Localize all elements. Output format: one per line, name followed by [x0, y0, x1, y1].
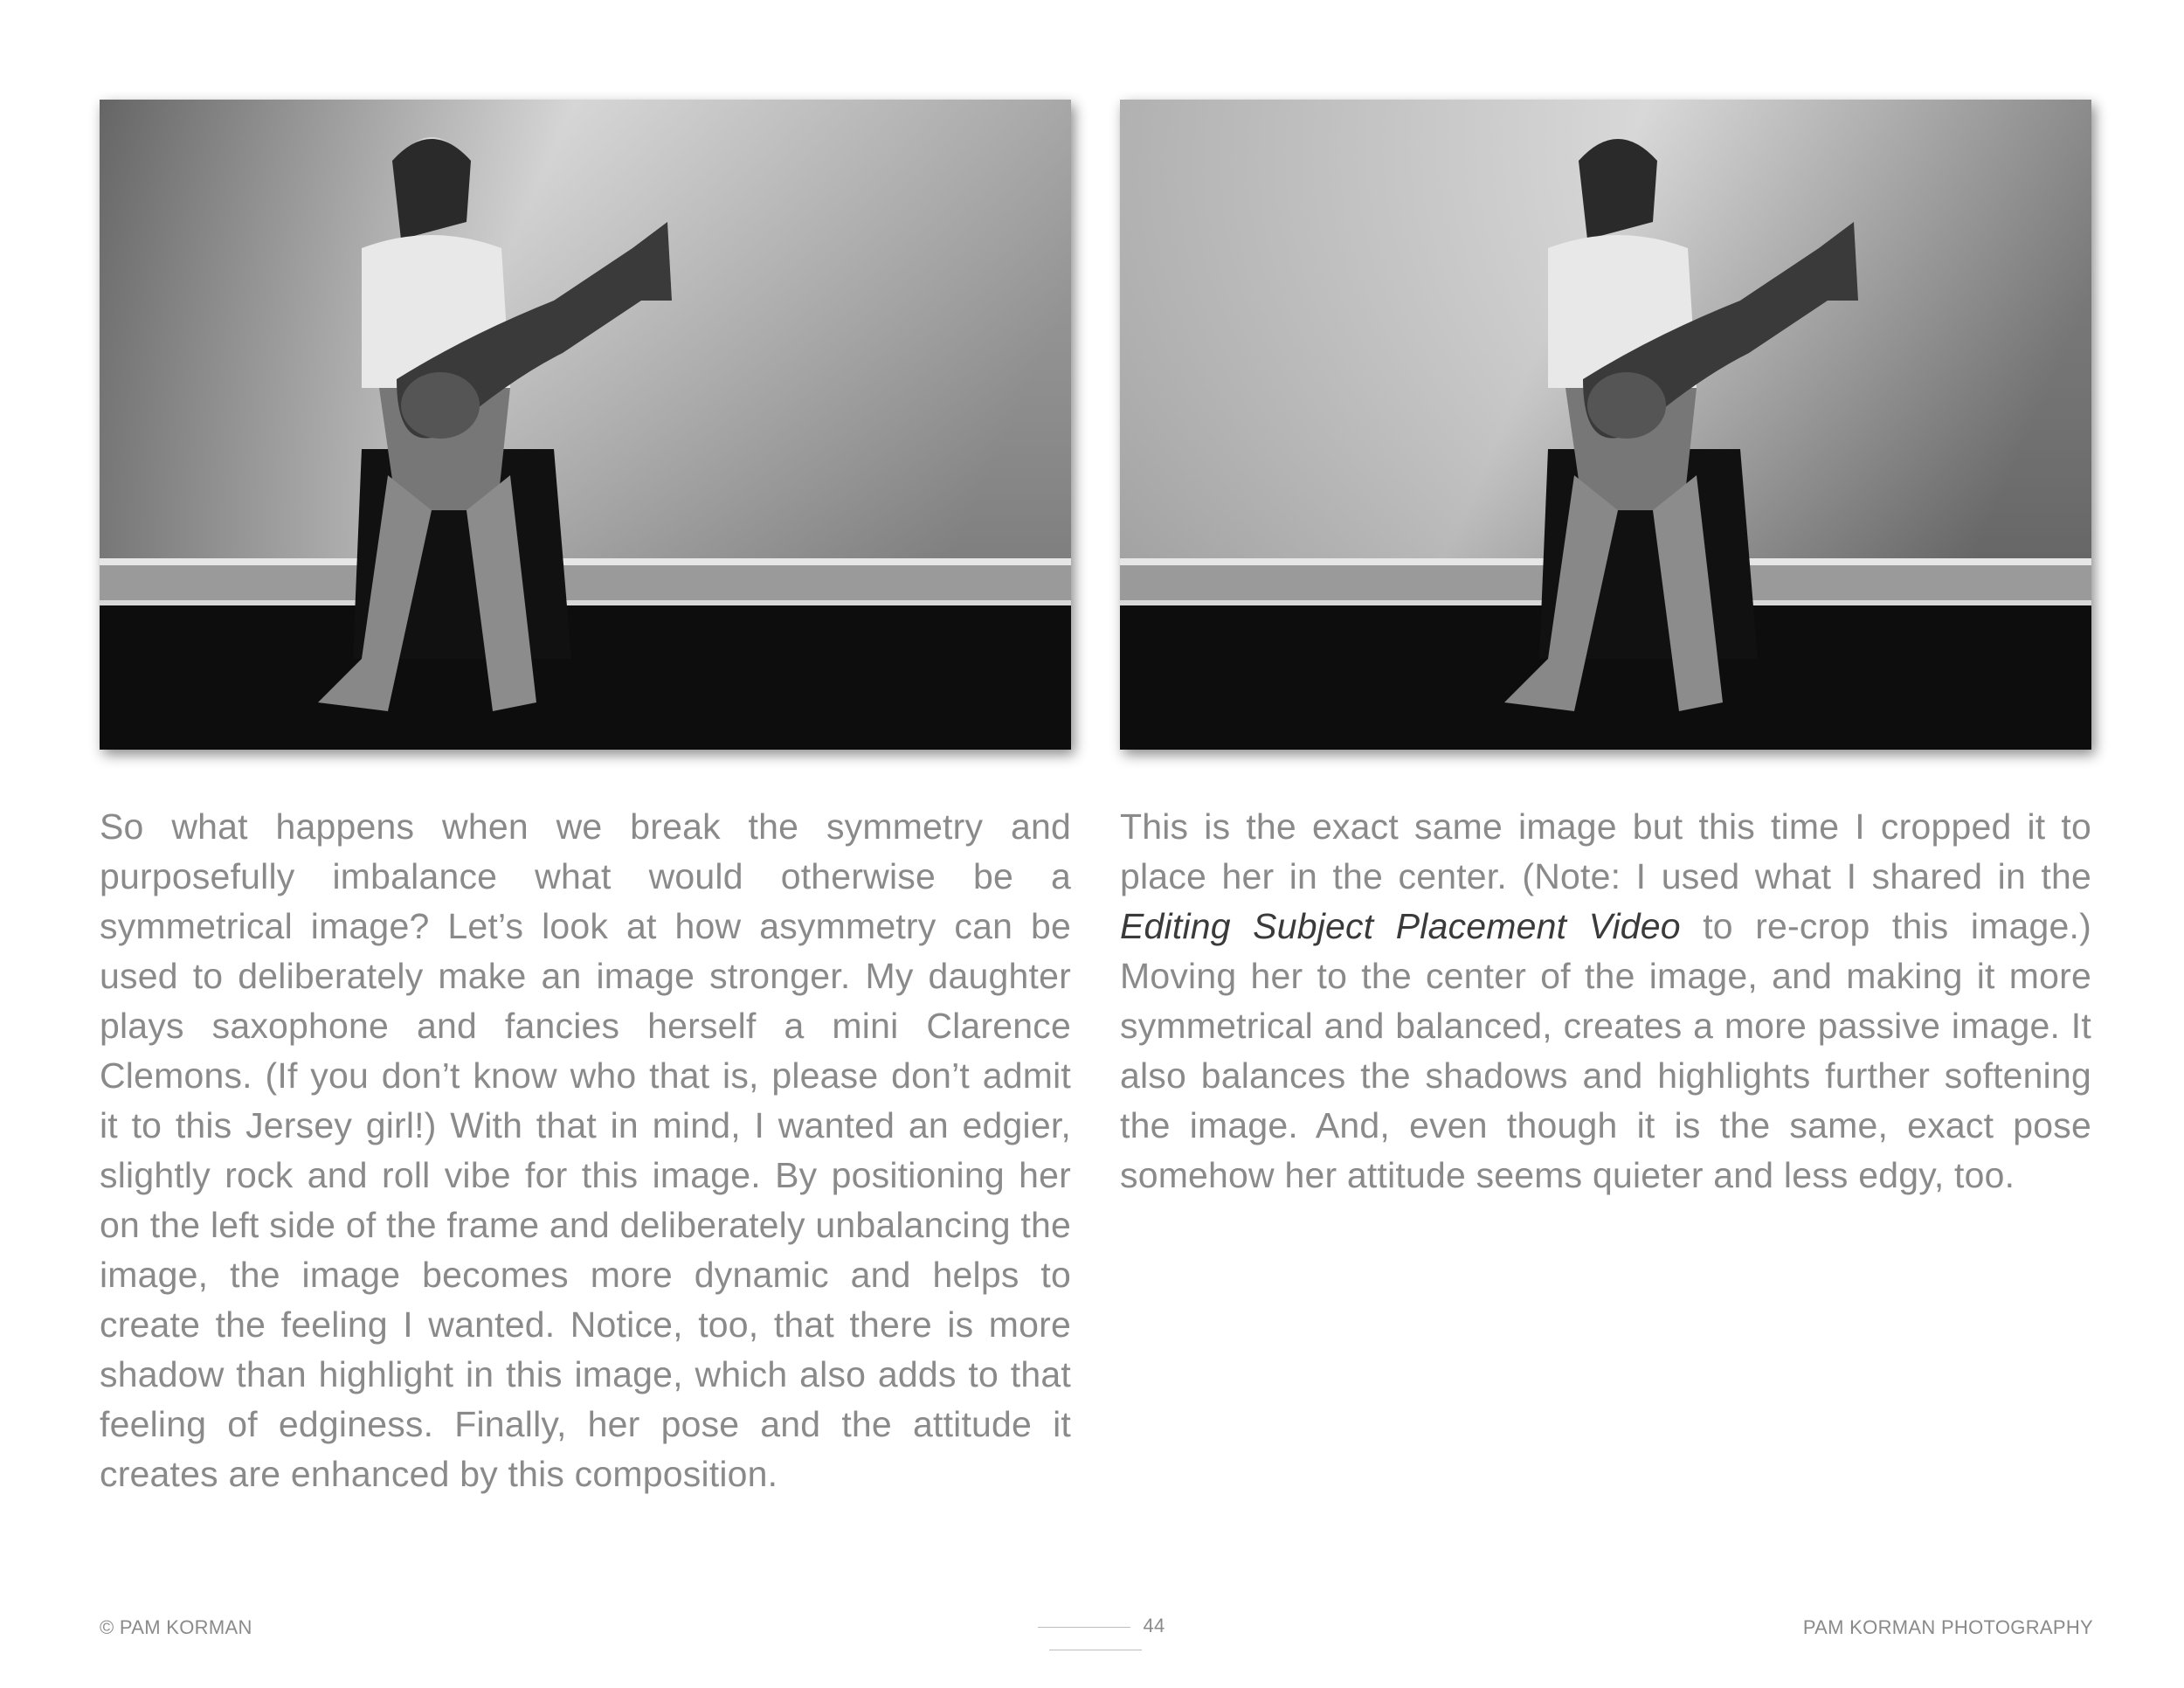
photo-left-image [100, 100, 1071, 750]
body-text-right [1120, 802, 2091, 1200]
footer-brand: PAM KORMAN PHOTOGRAPHY [1802, 1616, 2093, 1638]
page-number: 44 [1143, 1615, 1165, 1636]
video-reference-link[interactable]: Editing Subject Placement Video [1120, 906, 1681, 946]
body-text-right-before: This is the exact same image but this time I cropped it to place her in the center. (Note: I used what I shared in the [1120, 806, 2091, 896]
photo-right-image [1120, 100, 2091, 750]
photo-centered [1120, 100, 2091, 750]
photo-off-center [100, 100, 1071, 750]
footer-copyright: © PAM KORMAN [100, 1616, 252, 1638]
body-text-right-after: to re-crop this image.) Moving her to the center of the image, and making it more symmetrical and balanced, creates a more passive image. It also balances the shadows and highlights further softening the image. And, even though it is the same, exact pose somehow her attitude seems quieter and less edgy, too. [1120, 906, 2091, 1195]
footer-page-number [971, 1615, 1220, 1660]
footer-rule-left [1038, 1627, 1130, 1628]
body-text-left-content: So what happens when we break the symmetry and purposefully imbalance what would otherwise be a symmetrical image? Let’s look at how asymmetry can be used to deliberately make an image stronger. My daughter plays saxophone and fancies herself a mini Clarence Clemons. (If you don’t know who that is, please don’t admit it to this Jersey girl!) With that in mind, I wanted an edgier, slightly rock and roll vibe for this image. By positioning her on the left side of the frame and deliberately unbalancing the image, the image becomes more dynamic and helps to create the feeling I wanted. Notice, too, that there is more shadow than highlight in this image, which also adds to that feeling of edginess. Finally, her pose and the attitude it creates are enhanced by this composition. [100, 806, 1071, 1494]
body-text-left [100, 802, 1071, 1499]
